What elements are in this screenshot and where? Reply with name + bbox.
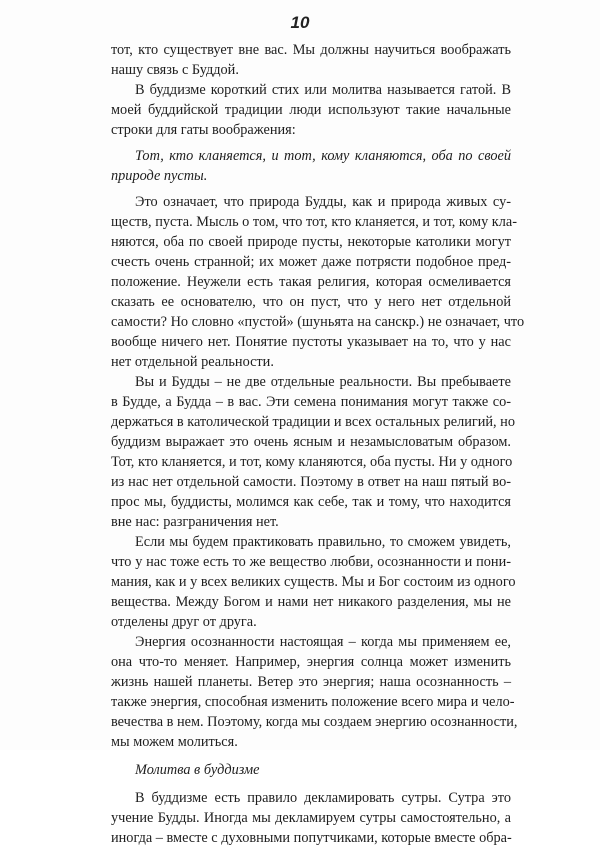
text-line: держаться в католической традиции и всех остальных религий, но — [111, 414, 515, 430]
text-line: природе пусты. — [111, 168, 208, 184]
body-text — [111, 40, 525, 848]
text-line: вещества. Между Богом и нами нет никакого разделения, мы не — [111, 594, 511, 610]
text-line: няются, оба по своей природе пусты, некоторые католики могут — [111, 234, 511, 250]
text-line: самости? Но словно «пустой» (шуньята на санскр.) не означает, что — [111, 314, 525, 330]
text-line: Тот, кто кланяется, и тот, кому кланяются, оба по своей — [135, 148, 511, 164]
text-line: жизнь нашей планеты. Ветер это энергия; наша осознанность – — [111, 674, 511, 690]
text-line: в Будде, а Будда – в вас. Эти семена понимания могут также со- — [111, 394, 511, 410]
text-line: мы можем молиться. — [111, 734, 238, 750]
text-line: буддизм выражает это очень ясным и незамысловатым образом. — [111, 434, 511, 450]
text-line: вообще ничего нет. Понятие пустоты указывает на то, что у нас — [111, 334, 511, 350]
text-line: из нас нет отдельной самости. Поэтому в ответ на наш пятый во- — [111, 474, 511, 490]
text-line: нет отдельной реальности. — [111, 354, 274, 370]
text-line: В буддизме есть правило декламировать сутры. Сутра это — [135, 790, 511, 806]
text-line: также энергия, способная изменить положение всего мира и чело- — [111, 694, 515, 710]
text-line: вне нас: разграничения нет. — [111, 514, 279, 530]
text-line: вечества в нем. Поэтому, когда мы создаем энергию осознанности, — [111, 714, 518, 730]
text-line: В буддизме короткий стих или молитва называется гатой. В — [135, 82, 511, 98]
text-line: сказать ее основателю, что он пуст, что у него нет отдельной — [111, 294, 511, 310]
text-line: тот, кто существует вне вас. Мы должны научиться воображать — [111, 42, 511, 58]
page-number: 10 — [290, 13, 310, 32]
text-line: Вы и Будды – не две отдельные реальности. Вы пребываете — [135, 374, 511, 390]
text-line: она что-то меняет. Например, энергия солнца может изменить — [111, 654, 511, 670]
text-line: прос мы, буддисты, молимся как себе, так и тому, что находится — [111, 494, 511, 510]
text-line: учение Будды. Иногда мы декламируем сутры самостоятельно, а — [111, 810, 511, 826]
text-line: Тот, кто кланяется, и тот, кому кланяются, оба пусты. Ни у одного — [111, 454, 513, 470]
text-line: Это означает, что природа Будды, как и природа живых су- — [135, 194, 511, 210]
text-line: отделены друг от друга. — [111, 614, 257, 630]
text-line: мания, как и у всех великих существ. Мы и Бог состоим из одного — [111, 574, 516, 590]
text-line: Если мы будем практиковать правильно, то сможем увидеть, — [135, 534, 511, 550]
text-line: строки для гаты воображения: — [111, 122, 296, 138]
text-line: положение. Неужели есть такая религия, которая осмеливается — [111, 274, 511, 290]
text-line: моей буддийской традиции люди используют такие начальные — [111, 102, 511, 118]
text-line: счесть очень странной; их может даже потрясти подобное пред- — [111, 254, 511, 270]
text-line: что у нас тоже есть то же вещество любви, осознанности и пони- — [111, 554, 511, 570]
text-line: нашу связь с Буддой. — [111, 62, 239, 78]
section-heading: Молитва в буддизме — [135, 762, 260, 778]
text-line: Энергия осознанности настоящая – когда мы применяем ее, — [135, 634, 511, 650]
text-line: иногда – вместе с духовными попутчиками, которые вместе обра- — [111, 830, 512, 846]
text-line: ществ, пуста. Мысль о том, что тот, кто кланяется, и тот, кому кла- — [111, 214, 517, 230]
